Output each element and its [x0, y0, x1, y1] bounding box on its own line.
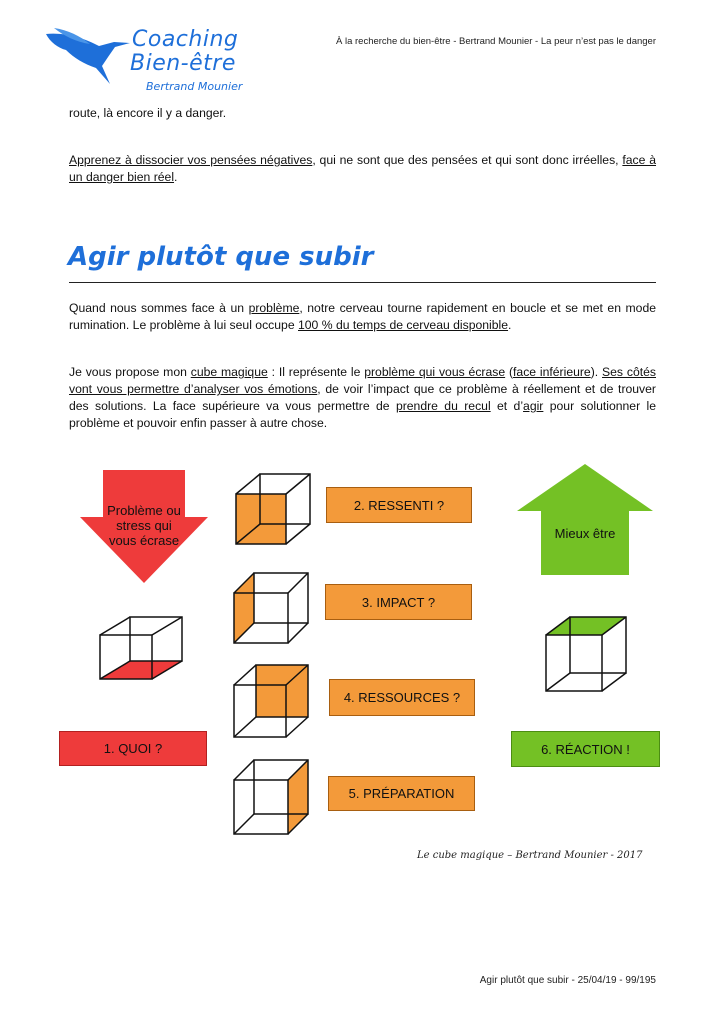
- paragraph-text: (: [505, 365, 514, 379]
- step-box-ressenti: 2. RESSENTI ?: [326, 487, 472, 523]
- paragraph: [69, 152, 656, 186]
- cube-back-face-icon: [234, 665, 324, 745]
- cube-bottom-face-icon: [100, 617, 190, 701]
- cube-left-face-icon: [234, 573, 324, 653]
- paragraph-text: , qui ne sont que des pensées et qui sont donc irréelles,: [312, 153, 623, 167]
- figure-caption: Le cube magique – Bertrand Mounier - 2017: [417, 850, 643, 861]
- paragraph-text: , de voir l’impact que ce problème à réellement et de trouver des solutions. La face supérieure va vous permettre de: [69, 382, 656, 413]
- underlined-text: cube magique: [190, 365, 268, 379]
- paragraph: [69, 300, 656, 334]
- step-box-ressources: 4. RESSOURCES ?: [329, 679, 475, 716]
- down-arrow-label: Problème ou stress qui vous écrase: [107, 502, 181, 548]
- underlined-text: face inférieure: [513, 365, 591, 379]
- paragraph-text: et d’: [490, 399, 524, 413]
- logo-line-2: Bien-être: [130, 51, 236, 76]
- underlined-text: Ses côtés vont vous permettre d’analyser vos émotions: [69, 365, 656, 396]
- step-box-preparation: 5. PRÉPARATION: [328, 776, 475, 811]
- cube-top-face-icon: [546, 617, 636, 701]
- underlined-text: problème: [248, 301, 300, 315]
- underlined-text: Apprenez à dissocier vos pensées négatives: [69, 153, 313, 167]
- paragraph-text: , notre cerveau tourne rapidement en boucle et se met en mode rumination. Le problème à lui seul occupe: [69, 301, 656, 332]
- cube-front-face-icon: [236, 474, 326, 554]
- running-title: À la recherche du bien-être - Bertrand Mounier - La peur n’est pas le danger: [335, 36, 656, 47]
- paragraph-text: .: [508, 318, 512, 332]
- step-box-reaction: 6. RÉACTION !: [511, 731, 660, 767]
- title-underline: [69, 282, 656, 283]
- section-title: Agir plutôt que subir: [68, 242, 374, 272]
- hummingbird-icon: [44, 24, 134, 86]
- logo-line-1: Coaching: [132, 27, 239, 52]
- paragraph: [69, 364, 656, 432]
- paragraph-text: Je vous propose mon: [69, 365, 191, 379]
- logo-subtitle: Bertrand Mounier: [146, 80, 243, 93]
- step-box-quoi: 1. QUOI ?: [59, 731, 207, 766]
- paragraph-text: : Il représente le: [267, 365, 365, 379]
- underlined-text: problème qui vous écrase: [364, 365, 506, 379]
- underlined-text: agir: [523, 399, 544, 413]
- page-footer: Agir plutôt que subir - 25/04/19 - 99/195: [479, 975, 656, 986]
- logo: [44, 22, 244, 106]
- underlined-text: face à un danger bien réel: [69, 153, 657, 184]
- paragraph-text: route, là encore il y a danger.: [69, 106, 227, 120]
- paragraph-text: .: [174, 170, 178, 184]
- paragraph-text: ).: [590, 365, 603, 379]
- paragraph: [69, 105, 656, 122]
- paragraph-text: Quand nous sommes face à un: [69, 301, 249, 315]
- cube-right-face-icon: [234, 760, 324, 840]
- step-box-impact: 3. IMPACT ?: [325, 584, 472, 620]
- up-arrow-label: Mieux être: [554, 525, 616, 541]
- paragraph-text: pour solutionner le problème et pouvoir enfin passer à autre chose.: [69, 399, 656, 430]
- underlined-text: prendre du recul: [395, 399, 491, 413]
- underlined-text: 100 % du temps de cerveau disponible: [298, 318, 509, 332]
